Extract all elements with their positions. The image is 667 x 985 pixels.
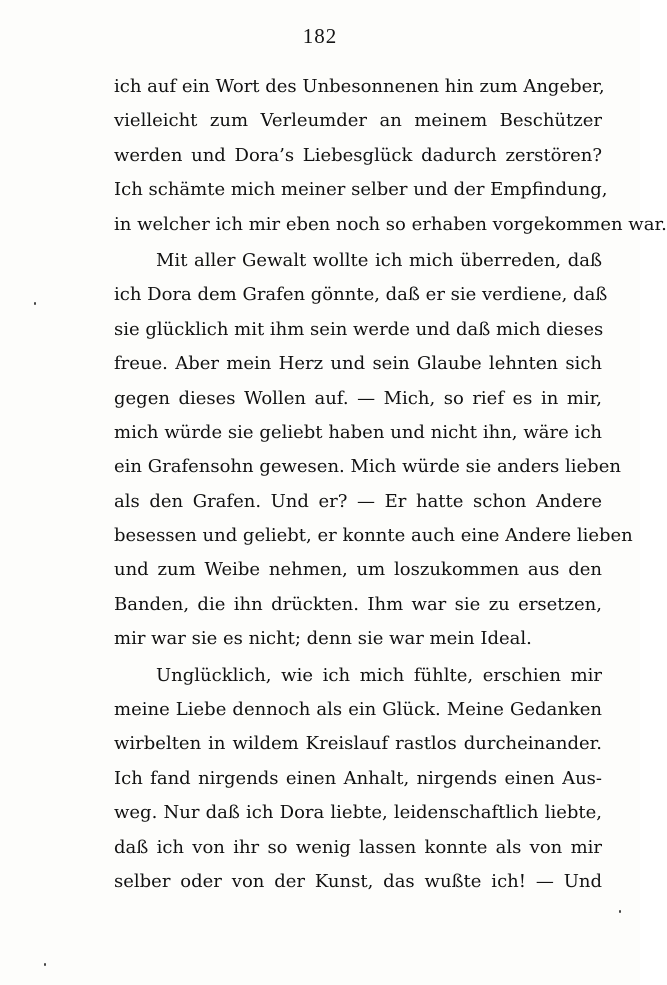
text-line: meine Liebe dennoch als ein Glück. Meine Gedanken [114, 699, 602, 721]
paragraph-first-line: Unglücklich, wie ich mich fühlte, erschien mir [156, 664, 602, 686]
text-line: daß ich von ihr so wenig lassen konnte als von mir [114, 836, 602, 858]
text-line: freue. Aber mein Herz und sein Glaube lehnten sich [114, 353, 602, 375]
page-number: 182 [302, 24, 338, 48]
text-line: ein Grafensohn gewesen. Mich würde sie anders lieben [114, 456, 621, 478]
text-line: Banden, die ihn drückten. Ihm war sie zu ersetzen, [114, 593, 602, 615]
text-line: als den Grafen. Und er? — Er hatte schon Andere [114, 490, 602, 512]
text-line: mich würde sie geliebt haben und nicht ihn, wäre ich [114, 421, 602, 443]
scan-speck [34, 302, 36, 305]
text-line: sie glücklich mit ihm sein werde und daß mich dieses [114, 318, 604, 340]
text-line: weg. Nur daß ich Dora liebte, leidenschaftlich liebte, [114, 802, 602, 824]
text-line: besessen und geliebt, er konnte auch eine Andere lieben [114, 525, 633, 547]
paragraph-first-line: Mit aller Gewalt wollte ich mich überreden, daß [156, 249, 602, 271]
text-line: Ich fand nirgends einen Anhalt, nirgends einen Aus- [114, 767, 602, 789]
text-line: vielleicht zum Verleumder an meinem Beschützer [114, 110, 602, 132]
text-line: werden und Dora’s Liebesglück dadurch zerstören? [114, 144, 602, 166]
text-line: ich auf ein Wort des Unbesonnenen hin zum Angeber, [114, 76, 605, 97]
text-line: mir war sie es nicht; denn sie war mein Ideal. [114, 628, 532, 650]
text-line: ich Dora dem Grafen gönnte, daß er sie verdiene, daß [114, 284, 608, 306]
scan-speck [619, 910, 621, 913]
body-text [114, 70, 667, 899]
scan-speck [44, 963, 46, 966]
text-line: und zum Weibe nehmen, um loszukommen aus den [114, 559, 602, 581]
text-line: in welcher ich mir eben noch so erhaben vorgekommen war. [114, 213, 667, 235]
text-line: wirbelten in wildem Kreislauf rastlos durcheinander. [114, 733, 602, 755]
text-line: selber oder von der Kunst, das wußte ich! — Und [114, 870, 602, 892]
text-line: gegen dieses Wollen auf. — Mich, so rief es in mir, [114, 387, 602, 409]
text-line: Ich schämte mich meiner selber und der Empfindung, [114, 179, 608, 201]
